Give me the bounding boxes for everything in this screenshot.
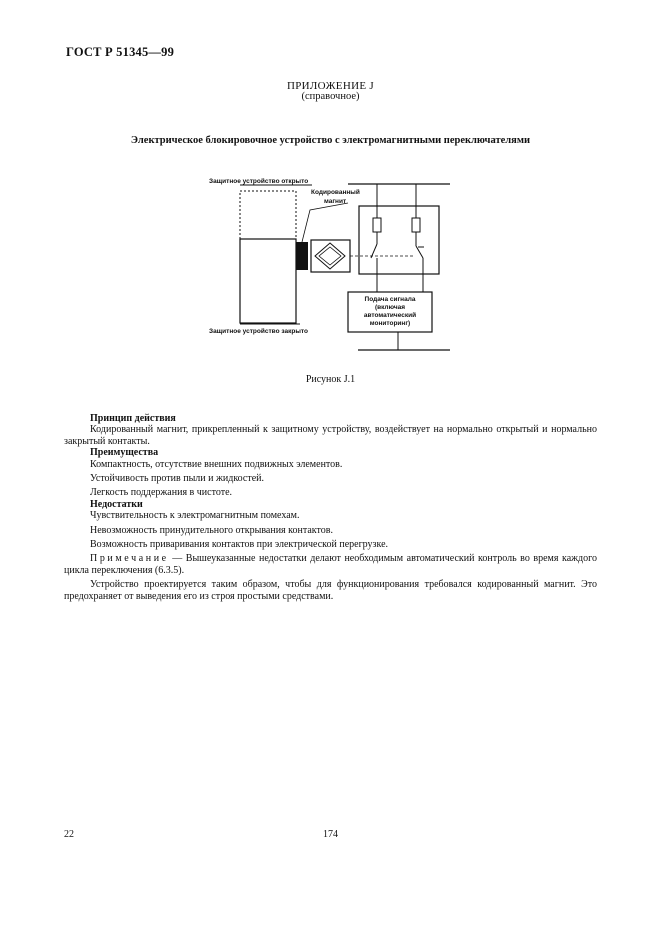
contact-nc — [416, 246, 423, 258]
sensor-housing — [311, 240, 350, 272]
label-magnet-2: магнит — [324, 198, 347, 205]
page-number-left: 22 — [64, 829, 74, 840]
principle-heading: Принцип действия — [90, 413, 176, 424]
note-text: — Вышеуказанные недостатки делают необходимым автоматический контроль во время каждого цикла переключения (6.3.5). — [64, 553, 597, 576]
final-paragraph: Устройство проектируется таким образом, чтобы для функционирования требовался кодированный магнит. Это предохраняет от выведения его из строя простыми средствами. — [64, 579, 597, 602]
label-magnet-1: Кодированный — [311, 189, 360, 196]
switch-enclosure — [359, 206, 439, 274]
page-number-center: 174 — [323, 829, 338, 840]
label-signal-3: автоматический — [363, 312, 417, 319]
resistor-right — [412, 218, 420, 232]
disadvantage-item: Невозможность принудительного открывания контактов. — [90, 524, 333, 536]
label-signal-2: (включая — [374, 304, 406, 311]
advantages-heading: Преимущества — [90, 447, 159, 459]
disadvantage-item: Чувствительность к электромагнитным помехам. — [90, 510, 300, 522]
advantage-item: Компактность, отсутствие внешних подвижных элементов. — [90, 458, 343, 470]
principle-text: Кодированный магнит, прикрепленный к защитному устройству, воздействует на нормально открытый и нормально закрытый контакты. — [64, 424, 597, 447]
interlock-diagram — [0, 0, 661, 400]
standard-code: ГОСТ Р 51345—99 — [66, 45, 175, 59]
label-guard-closed: Защитное устройство закрыто — [209, 328, 308, 335]
disadvantage-item: Возможность приваривания контактов при электрической перегрузке. — [90, 539, 389, 551]
main-title: Электрическое блокировочное устройство с электромагнитными переключателями — [130, 135, 531, 146]
advantage-item: Устойчивость против пыли и жидкостей. — [90, 473, 265, 485]
note — [64, 553, 597, 576]
note-label: Примечание — [90, 553, 169, 565]
magnet-leader — [302, 203, 348, 242]
coded-magnet — [296, 242, 308, 270]
annex-type: (справочное) — [301, 91, 360, 102]
guard-closed-outline — [240, 239, 296, 323]
figure-caption: Рисунок J.1 — [305, 374, 356, 385]
resistor-left — [373, 218, 381, 232]
body-text — [64, 413, 597, 602]
guard-open-outline — [240, 191, 296, 239]
annex-title: ПРИЛОЖЕНИЕ J — [287, 80, 374, 92]
label-signal-4: мониторинг) — [369, 320, 411, 327]
label-guard-open: Защитное устройство открыто — [209, 178, 309, 185]
disadvantages-heading: Недостатки — [90, 498, 143, 510]
label-signal-1: Подача сигнала — [364, 296, 416, 303]
advantage-item: Легкость поддержания в чистоте. — [90, 487, 233, 499]
